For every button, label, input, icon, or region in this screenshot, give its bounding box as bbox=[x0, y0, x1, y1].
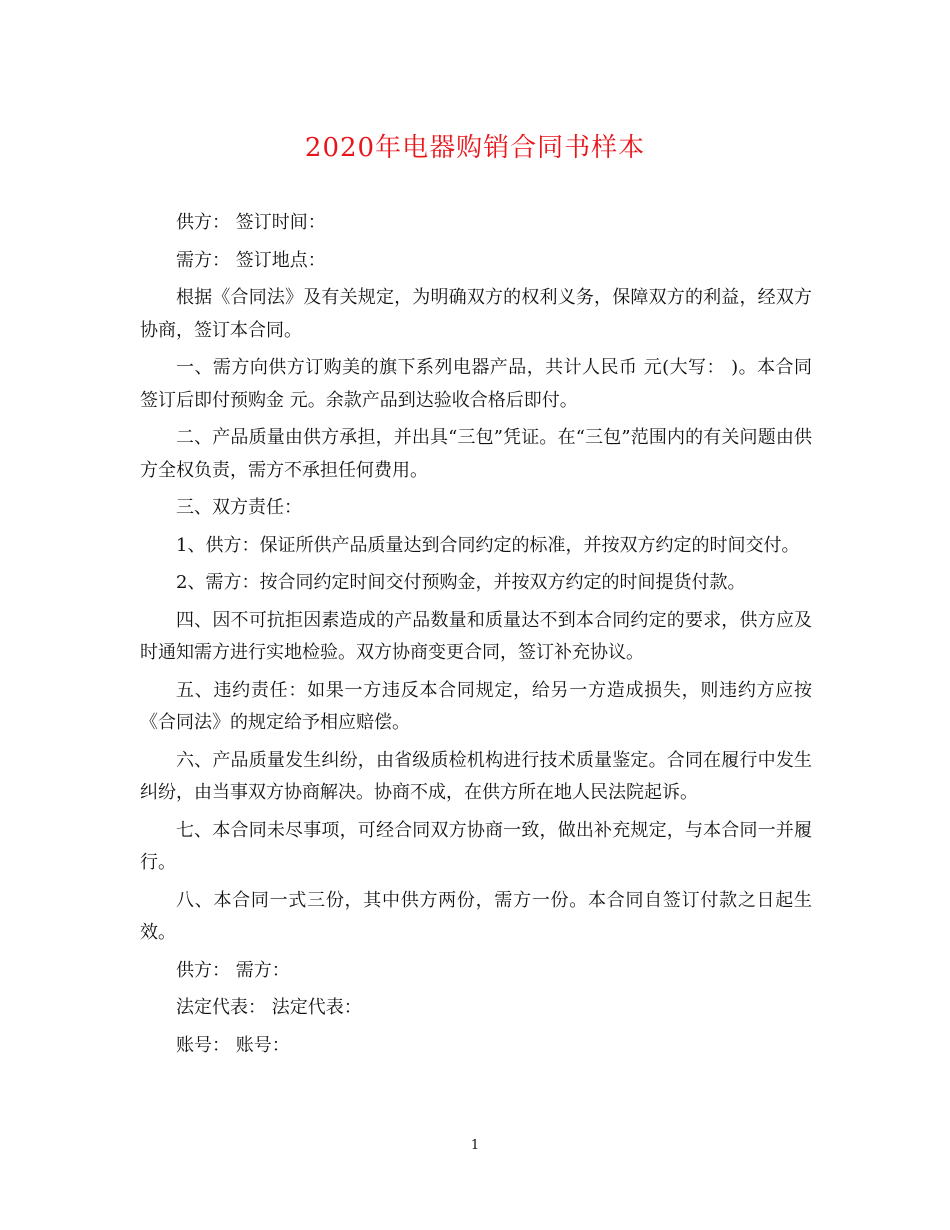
paragraph-clause-7: 七、本合同未尽事项，可经合同双方协商一致，做出补充规定，与本合同一并履行。 bbox=[140, 819, 812, 873]
paragraph-clause-8: 八、本合同一式三份，其中供方两份，需方一份。本合同自签订付款之日起生效。 bbox=[140, 889, 812, 943]
document-body bbox=[140, 207, 812, 1067]
paragraph-clause-1: 一、需方向供方订购美的旗下系列电器产品，共计人民币 元(大写： )。本合同签订后即付预购金 元。余款产品到达验收合格后即付。 bbox=[140, 357, 812, 411]
paragraph-buyer-signing-place: 需方： 签订地点： bbox=[176, 249, 326, 271]
paragraph-clause-3-heading: 三、双方责任： bbox=[176, 497, 302, 518]
paragraph-clause-5: 五、违约责任：如果一方违反本合同规定，给另一方造成损失，则违约方应按《合同法》的规定给予相应赔偿。 bbox=[140, 679, 812, 733]
page-number: 1 bbox=[470, 1138, 480, 1153]
paragraph-clause-2: 二、产品质量由供方承担，并出具“三包”凭证。在“三包”范围内的有关问题由供方全权负责，需方不承担任何费用。 bbox=[140, 427, 812, 481]
paragraph-clause-6: 六、产品质量发生纠纷，由省级质检机构进行技术质量鉴定。合同在履行中发生纠纷，由当事双方协商解决。协商不成，在供方所在地人民法院起诉。 bbox=[140, 749, 812, 803]
paragraph-accounts: 账号： 账号： bbox=[176, 1034, 290, 1056]
paragraph-preamble: 根据《合同法》及有关规定，为明确双方的权利义务，保障双方的利益，经双方协商，签订本合同。 bbox=[140, 287, 812, 341]
paragraph-legal-representatives: 法定代表： 法定代表： bbox=[176, 997, 362, 1018]
paragraph-supplier-signing-time: 供方： 签订时间： bbox=[176, 212, 326, 233]
paragraph-signatories: 供方： 需方： bbox=[176, 959, 290, 981]
paragraph-clause-3-1: 1、供方：保证所供产品质量达到合同约定的标准，并按双方约定的时间交付。 bbox=[176, 534, 800, 556]
document-title: 2020年电器购销合同书样本 bbox=[304, 133, 646, 163]
paragraph-clause-4: 四、因不可抗拒因素造成的产品数量和质量达不到本合同约定的要求，供方应及时通知需方进行实地检验。双方协商变更合同，签订补充协议。 bbox=[140, 609, 812, 663]
paragraph-clause-3-2: 2、需方：按合同约定时间交付预购金，并按双方约定的时间提货付款。 bbox=[176, 572, 746, 593]
